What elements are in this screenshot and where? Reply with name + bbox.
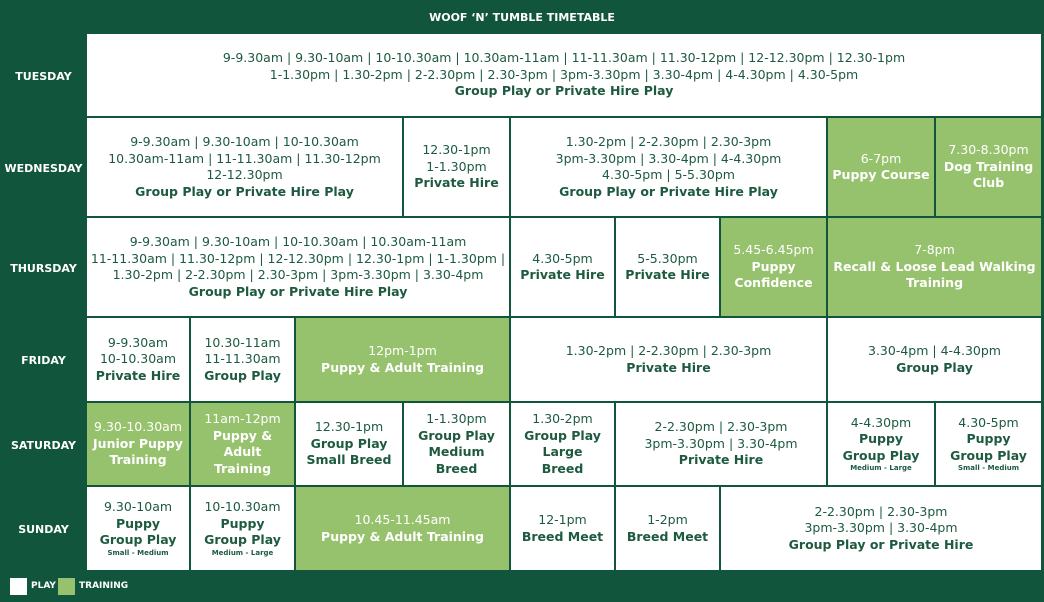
slot-activity: Club (972, 175, 1005, 191)
day-label-wednesday: WEDNESDAY (4, 161, 83, 175)
legend-training (58, 576, 128, 596)
slot-times: 12.30-1pm (314, 419, 384, 435)
slot-times: 12-1pm (538, 512, 587, 527)
slot-activity: Group Play or Private Hire Play (454, 83, 674, 99)
slot-times: 12.30-1pm (422, 142, 491, 158)
slot-saturday-junior-puppy-training (87, 403, 191, 487)
timetable-title: WOOF ‘N’ TUMBLE TIMETABLE (429, 11, 615, 24)
slot-activity: Breed (541, 460, 584, 476)
slot-times: 12-12.30pm (206, 167, 283, 182)
slot-activity: Medium (428, 444, 485, 459)
slot-wednesday-afternoon (511, 118, 828, 218)
slot-thursday-puppy-confidence (721, 218, 828, 318)
legend-training-swatch (58, 578, 75, 595)
slot-times: 12pm-1pm (368, 343, 437, 358)
slot-friday-group-play-afternoon (828, 318, 1043, 403)
slot-wednesday-private-hire (404, 118, 511, 218)
legend-play-swatch (10, 578, 27, 595)
slot-times: 11-11.30am | 11.30-12pm | 12-12.30pm | 12.30-1pm | 1-1.30pm | (90, 250, 506, 266)
slot-wednesday-morning (87, 118, 404, 218)
slot-friday-private-hire-afternoon (511, 318, 828, 403)
slot-sunday-breed-meet-2 (616, 487, 721, 572)
slot-times: 1.30-2pm | 2-2.30pm | 2.30-3pm | 3pm-3.30pm | 3.30-4pm (112, 267, 484, 282)
slot-activity: Small Breed (306, 452, 392, 468)
slot-times: 10-10.30am (99, 351, 177, 367)
slot-size-note: Small - Medium (107, 548, 169, 557)
slot-activity: Private Hire (626, 359, 711, 375)
slot-activity: Puppy & (212, 427, 273, 443)
slot-activity: Group Play (950, 447, 1027, 463)
slot-activity: Breed Meet (521, 528, 604, 544)
slot-activity: Large (542, 444, 583, 459)
slot-activity: Group Play (842, 447, 920, 463)
slot-saturday-private-hire (616, 403, 828, 487)
slot-thursday-private-hire-1 (511, 218, 616, 318)
slot-friday-group-play-morning (191, 318, 296, 403)
slot-activity: Puppy (220, 515, 265, 531)
slot-saturday-puppy-group-medium-large (828, 403, 936, 487)
slot-saturday-puppy-group-small-medium (936, 403, 1043, 487)
slot-times: 10.45-11.45am (354, 512, 451, 527)
slot-sunday-puppy-adult-training (296, 487, 511, 572)
slot-times: 7.30-8.30pm (948, 142, 1029, 158)
legend-play (10, 576, 56, 596)
slot-saturday-small-breed (296, 403, 404, 487)
slot-activity: Training (109, 452, 167, 468)
slot-activity: Breed (435, 460, 478, 476)
slot-times: 9-9.30am (107, 334, 169, 350)
slot-activity: Group Play (310, 435, 388, 451)
slot-thursday-group-play (87, 218, 511, 318)
slot-times: 5-5.30pm (637, 250, 698, 266)
slot-thursday-private-hire-2 (616, 218, 721, 318)
slot-times: 2-2.30pm | 2.30-3pm (654, 419, 788, 435)
slot-times: 1.30-2pm (532, 411, 593, 426)
slot-activity: Breed Meet (626, 528, 709, 544)
slot-activity: Group Play (418, 427, 495, 443)
slot-activity: Private Hire (95, 367, 181, 383)
slot-sunday-breed-meet-1 (511, 487, 616, 572)
slot-saturday-medium-breed (404, 403, 511, 487)
slot-times: 9-9.30am | 9.30-10am | 10-10.30am | 10.30am-11am (129, 234, 467, 249)
day-label-sunday: SUNDAY (18, 523, 69, 536)
slot-activity: Group Play (896, 359, 973, 375)
slot-times: 2-2.30pm | 2.30-3pm (814, 503, 948, 519)
slot-thursday-recall-training (828, 218, 1043, 318)
slot-activity: Group Play or Private Hire Play (135, 183, 354, 199)
slot-activity: Puppy (751, 258, 796, 274)
slot-times: 1.30-2pm | 2-2.30pm | 2.30-3pm (565, 134, 772, 149)
slot-activity: Group Play or Private Hire Play (559, 183, 778, 199)
slot-activity: Private Hire (414, 175, 499, 191)
day-label-saturday: SATURDAY (10, 438, 77, 452)
slot-wednesday-puppy-course (828, 118, 936, 218)
slot-times: 1-1.30pm | 1.30-2pm | 2-2.30pm | 2.30-3pm | 3pm-3.30pm | 3.30-4pm | 4-4.30pm | 4.30-5pm (269, 66, 859, 82)
slot-activity: Puppy (966, 431, 1011, 447)
slot-times: 1-1.30pm (426, 411, 487, 426)
slot-times: 10.30-11am (204, 334, 281, 350)
slot-activity: Private Hire (678, 452, 764, 468)
slot-activity: Group Play (524, 427, 601, 443)
slot-size-note: Small - Medium (957, 464, 1020, 473)
slot-activity: Dog Training (943, 158, 1034, 174)
slot-activity: Group Play (204, 367, 281, 383)
day-label-tuesday: TUESDAY (15, 69, 72, 83)
slot-activity: Training (905, 275, 964, 291)
slot-sunday-puppy-group-small-medium (87, 487, 191, 572)
slot-times: 3pm-3.30pm | 3.30-4pm (644, 435, 798, 451)
slot-times: 9.30-10am (103, 499, 173, 515)
slot-activity: Puppy (115, 515, 161, 531)
legend-play-label: PLAY (31, 581, 56, 591)
slot-saturday-puppy-adult-training (191, 403, 296, 487)
slot-times: 3pm-3.30pm | 3.30-4pm (804, 520, 958, 536)
slot-activity: Confidence (734, 275, 813, 291)
slot-sunday-group-play (721, 487, 1043, 572)
slot-friday-private-hire (87, 318, 191, 403)
slot-activity: Recall & Loose Lead Walking (833, 258, 1036, 274)
legend-training-label: TRAINING (79, 581, 129, 591)
slot-times: 1.30-2pm | 2-2.30pm | 2.30-3pm (565, 343, 772, 358)
slot-activity: Private Hire (520, 267, 605, 282)
slot-activity: Puppy & Adult Training (321, 528, 484, 544)
slot-activity: Puppy Course (832, 167, 930, 182)
day-label-thursday: THURSDAY (10, 261, 77, 275)
slot-activity: Group Play or Private Hire Play (188, 283, 408, 299)
slot-times: 1-1.30pm (426, 158, 487, 174)
slot-activity: Group Play (99, 532, 177, 548)
slot-activity: Puppy & Adult Training (321, 359, 484, 375)
slot-times: 9.30-10.30am (94, 419, 182, 435)
slot-times: 9-9.30am | 9.30-10am | 10-10.30am (130, 134, 359, 149)
slot-times: 9-9.30am | 9.30-10am | 10-10.30am | 10.30am-11am | 11-11.30am | 11.30-12pm | 12-12.30pm | 12.30-1pm (222, 50, 906, 66)
slot-times: 3.30-4pm | 4-4.30pm (868, 343, 1001, 358)
slot-times: 3pm-3.30pm | 3.30-4pm | 4-4.30pm (555, 150, 782, 166)
slot-times: 5.45-6.45pm (733, 242, 814, 258)
slot-sunday-puppy-group-medium-large (191, 487, 296, 572)
slot-times: 4-4.30pm (850, 414, 912, 430)
slot-size-note: Medium - Large (211, 548, 274, 557)
slot-activity: Puppy (858, 431, 904, 447)
day-label-friday: FRIDAY (21, 354, 66, 367)
slot-saturday-large-breed (511, 403, 616, 487)
slot-activity: Training (213, 460, 272, 476)
slot-times: 11am-12pm (204, 411, 281, 426)
slot-activity: Private Hire (625, 267, 710, 282)
slot-activity: Adult (223, 444, 262, 459)
slot-times: 10.30am-11am | 11-11.30am | 11.30-12pm (108, 150, 381, 166)
slot-activity: Junior Puppy (93, 435, 183, 451)
slot-wednesday-dog-training-club (936, 118, 1043, 218)
slot-times: 7-8pm (914, 242, 955, 258)
slot-tuesday-group-play (87, 34, 1043, 118)
slot-times: 4.30-5pm | 5-5.30pm (602, 167, 735, 182)
slot-times: 1-2pm (647, 512, 688, 527)
slot-size-note: Medium - Large (850, 464, 912, 473)
slot-times: 6-7pm (860, 150, 902, 166)
slot-times: 4.30-5pm (958, 414, 1019, 430)
slot-activity: Group Play or Private Hire (788, 536, 974, 552)
slot-friday-puppy-adult-training (296, 318, 511, 403)
slot-activity: Group Play (204, 532, 281, 548)
slot-times: 10-10.30am (204, 499, 281, 515)
slot-times: 4.30-5pm (532, 250, 593, 266)
slot-times: 11-11.30am (204, 351, 281, 367)
